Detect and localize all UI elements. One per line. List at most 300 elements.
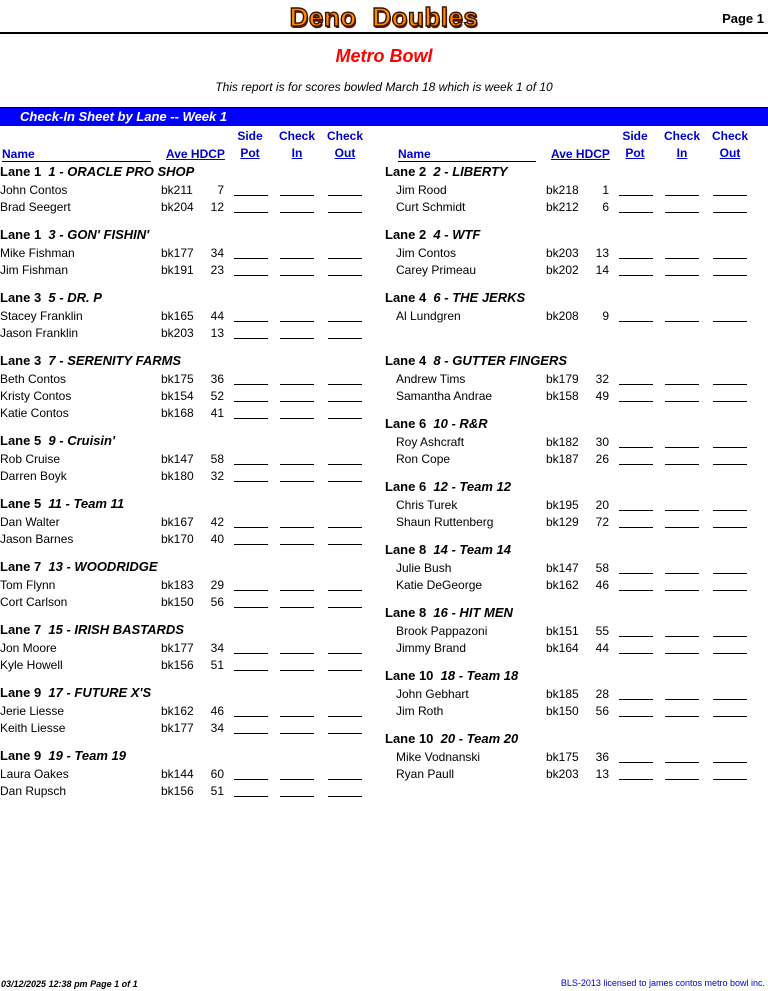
check-in-blank [280, 544, 314, 545]
side-pot-blank [619, 275, 653, 276]
check-in-blank [665, 212, 699, 213]
check-out-blank [713, 258, 747, 259]
check-in-blank [280, 418, 314, 419]
check-out-blank [328, 544, 362, 545]
left-column [0, 127, 383, 807]
bowler-name: Shaun Ruttenberg [396, 515, 494, 529]
side-pot-blank [619, 212, 653, 213]
bowler-name: Andrew Tims [396, 372, 466, 386]
check-out-blank [328, 401, 362, 402]
check-out-blank [328, 716, 362, 717]
side-pot-blank [619, 699, 653, 700]
footer-timestamp: 03/12/2025 12:38 pm Page 1 of 1 [1, 979, 138, 989]
side-pot-blank [619, 321, 653, 322]
center-name: Metro Bowl [335, 46, 433, 66]
check-out-blank [328, 653, 362, 654]
bowler-handicap: 32 [595, 372, 609, 386]
lane-team-title [385, 605, 513, 620]
check-in-header-line2: In [291, 146, 303, 160]
check-in-blank [280, 527, 314, 528]
check-out-blank [328, 321, 362, 322]
bowler-name: Roy Ashcraft [396, 435, 465, 449]
bowler-name: Darren Boyk [0, 469, 67, 483]
bowler-name: Jason Franklin [0, 326, 79, 340]
header-rule [0, 32, 768, 34]
bowler-handicap: 46 [595, 578, 609, 592]
team-name: 9 - Cruisin' [48, 433, 116, 448]
ave-header-label: Ave [551, 147, 573, 161]
team-name: 20 - Team 20 [440, 731, 519, 746]
bowler-average: bk204 [161, 200, 194, 214]
bowler-row [0, 767, 380, 784]
bowler-row [396, 641, 768, 658]
ave-header [166, 147, 225, 161]
hdcp-header-label: HDCP [190, 147, 225, 161]
bowler-name: Jim Roth [396, 704, 444, 718]
check-in-blank [665, 275, 699, 276]
bowler-average: bk179 [546, 372, 579, 386]
side-pot-blank [619, 779, 653, 780]
check-in-blank [665, 636, 699, 637]
bowler-average: bk129 [546, 515, 579, 529]
check-in-header-line1: Check [278, 129, 316, 143]
lane-team-title [0, 748, 126, 763]
bowler-row [396, 435, 768, 452]
check-in-blank [280, 653, 314, 654]
lane-team-title [0, 290, 102, 305]
side-pot-blank [234, 527, 268, 528]
bowler-name: Brad Seegert [0, 200, 71, 214]
check-in-blank [665, 762, 699, 763]
bowler-handicap: 34 [210, 246, 224, 260]
bowler-row [396, 687, 768, 704]
check-in-blank [665, 384, 699, 385]
bowler-name: Keith Liesse [0, 721, 66, 735]
side-pot-blank [234, 796, 268, 797]
bowler-name: Jon Moore [0, 641, 57, 655]
check-in-blank [280, 401, 314, 402]
name-header: Name [398, 147, 536, 162]
check-out-header [325, 128, 365, 162]
bowler-average: bk150 [546, 704, 579, 718]
bowler-row [0, 515, 380, 532]
check-in-blank [665, 653, 699, 654]
bowler-row [396, 767, 768, 784]
bowler-row [396, 750, 768, 767]
check-out-blank [328, 779, 362, 780]
bowler-handicap: 42 [210, 515, 224, 529]
side-pot-blank [234, 481, 268, 482]
bowler-name: Jason Barnes [0, 532, 74, 546]
lane-team-title [385, 164, 508, 179]
side-pot-header-line2: Pot [625, 146, 645, 160]
bowler-handicap: 60 [210, 767, 224, 781]
side-pot-blank [234, 779, 268, 780]
bowler-row [0, 183, 380, 200]
bowler-row [0, 406, 380, 423]
check-out-blank [713, 212, 747, 213]
bowler-row [396, 200, 768, 217]
bowler-name: Tom Flynn [0, 578, 56, 592]
bowler-average: bk165 [161, 309, 194, 323]
bowler-row [0, 452, 380, 469]
check-out-blank [713, 527, 747, 528]
check-out-blank [328, 733, 362, 734]
side-pot-blank [619, 447, 653, 448]
bowler-average: bk151 [546, 624, 579, 638]
check-out-blank [713, 401, 747, 402]
check-out-blank [713, 573, 747, 574]
bowler-handicap: 46 [210, 704, 224, 718]
bowler-name: Dan Walter [0, 515, 60, 529]
check-out-blank [328, 195, 362, 196]
lane-number: Lane 5 [0, 496, 42, 511]
bowler-row [396, 183, 768, 200]
lane-number: Lane 6 [385, 416, 427, 431]
bowler-row [0, 532, 380, 549]
lane-team-title [385, 479, 511, 494]
lane-team-title [0, 353, 181, 368]
bowler-row [0, 578, 380, 595]
bowler-average: bk191 [161, 263, 194, 277]
bowler-handicap: 23 [210, 263, 224, 277]
team-name: 3 - GON' FISHIN' [48, 227, 150, 242]
check-out-blank [328, 275, 362, 276]
bowler-row [0, 784, 380, 801]
side-pot-blank [234, 670, 268, 671]
team-name: 19 - Team 19 [48, 748, 126, 763]
bowler-handicap: 29 [210, 578, 224, 592]
check-in-blank [665, 527, 699, 528]
bowler-average: bk202 [546, 263, 579, 277]
bowler-row [0, 389, 380, 406]
bowler-handicap: 58 [595, 561, 609, 575]
sheet-title-bar [0, 107, 768, 126]
bowler-handicap: 55 [595, 624, 609, 638]
check-out-header-line1: Check [326, 129, 364, 143]
side-pot-blank [234, 384, 268, 385]
bowler-handicap: 30 [595, 435, 609, 449]
bowler-handicap: 49 [595, 389, 609, 403]
side-pot-blank [234, 212, 268, 213]
bowler-row [396, 389, 768, 406]
side-pot-blank [234, 258, 268, 259]
check-out-blank [713, 716, 747, 717]
check-out-blank [328, 796, 362, 797]
check-out-header-line1: Check [711, 129, 749, 143]
report-description: This report is for scores bowled March 18 which is week 1 of 10 [215, 80, 553, 94]
bowler-row [0, 263, 380, 280]
bowler-row [396, 263, 768, 280]
bowler-handicap: 6 [602, 200, 609, 214]
lane-number: Lane 9 [0, 685, 42, 700]
bowler-row [0, 595, 380, 612]
bowler-row [396, 578, 768, 595]
check-in-blank [665, 321, 699, 322]
bowler-handicap: 56 [595, 704, 609, 718]
check-in-blank [280, 195, 314, 196]
side-pot-blank [619, 762, 653, 763]
check-in-blank [280, 464, 314, 465]
bowler-name: John Gebhart [396, 687, 469, 701]
team-name: 8 - GUTTER FINGERS [433, 353, 568, 368]
bowler-row [0, 704, 380, 721]
check-out-header-line2: Out [334, 146, 356, 160]
lane-number: Lane 7 [0, 622, 42, 637]
check-in-header-line2: In [676, 146, 688, 160]
side-pot-blank [619, 258, 653, 259]
bowler-row [396, 372, 768, 389]
bowler-row [396, 452, 768, 469]
bowler-row [396, 704, 768, 721]
lane-team-title [0, 496, 124, 511]
bowler-name: Mike Vodnanski [396, 750, 481, 764]
check-in-blank [280, 338, 314, 339]
check-in-blank [280, 481, 314, 482]
side-pot-header-line1: Side [622, 129, 648, 143]
team-name: 7 - SERENITY FARMS [48, 353, 182, 368]
bowler-average: bk177 [161, 721, 194, 735]
bowler-handicap: 20 [595, 498, 609, 512]
page-number: Page 1 [722, 11, 764, 26]
lane-team-title [0, 559, 158, 574]
bowler-handicap: 7 [217, 183, 224, 197]
lane-number: Lane 8 [385, 605, 427, 620]
check-out-blank [713, 636, 747, 637]
team-name: 6 - THE JERKS [433, 290, 526, 305]
check-out-blank [328, 481, 362, 482]
bowler-average: bk208 [546, 309, 579, 323]
check-in-blank [665, 447, 699, 448]
check-in-blank [665, 779, 699, 780]
bowler-average: bk170 [161, 532, 194, 546]
bowler-handicap: 13 [595, 767, 609, 781]
bowler-average: bk167 [161, 515, 194, 529]
bowler-handicap: 12 [210, 200, 224, 214]
side-pot-blank [234, 418, 268, 419]
bowler-average: bk168 [161, 406, 194, 420]
bowler-average: bk182 [546, 435, 579, 449]
check-out-blank [328, 418, 362, 419]
check-in-blank [665, 699, 699, 700]
lane-team-title [385, 227, 480, 242]
bowler-average: bk164 [546, 641, 579, 655]
lane-team-title [0, 622, 184, 637]
bowler-handicap: 41 [210, 406, 224, 420]
bowler-handicap: 40 [210, 532, 224, 546]
bowler-handicap: 34 [210, 641, 224, 655]
bowler-average: bk154 [161, 389, 194, 403]
check-out-blank [328, 212, 362, 213]
check-out-blank [713, 779, 747, 780]
bowler-handicap: 26 [595, 452, 609, 466]
bowler-name: Rob Cruise [0, 452, 61, 466]
side-pot-blank [234, 716, 268, 717]
lane-number: Lane 10 [385, 668, 434, 683]
bowler-name: Ryan Paull [396, 767, 455, 781]
check-in-blank [665, 716, 699, 717]
team-name: 2 - LIBERTY [433, 164, 508, 179]
bowler-handicap: 44 [595, 641, 609, 655]
bowler-handicap: 56 [210, 595, 224, 609]
bowler-average: bk156 [161, 784, 194, 798]
bowler-name: Jim Rood [396, 183, 447, 197]
bowler-handicap: 32 [210, 469, 224, 483]
team-name: 11 - Team 11 [48, 496, 125, 511]
check-in-blank [665, 590, 699, 591]
team-name: 10 - R&R [433, 416, 488, 431]
check-out-blank [713, 699, 747, 700]
bowler-average: bk177 [161, 641, 194, 655]
check-in-blank [280, 321, 314, 322]
bowler-average: bk144 [161, 767, 194, 781]
ave-header-label: Ave [166, 147, 188, 161]
check-in-blank [280, 258, 314, 259]
right-column [385, 127, 768, 807]
side-pot-blank [619, 636, 653, 637]
bowler-name: Cort Carlson [0, 595, 68, 609]
lane-team-title [385, 731, 518, 746]
check-out-blank [328, 338, 362, 339]
check-out-blank [328, 464, 362, 465]
bowler-average: bk162 [161, 704, 194, 718]
bowler-handicap: 51 [210, 784, 224, 798]
check-in-blank [665, 573, 699, 574]
lane-number: Lane 2 [385, 164, 427, 179]
side-pot-blank [234, 733, 268, 734]
lane-number: Lane 1 [0, 164, 42, 179]
bowler-average: bk147 [161, 452, 194, 466]
lane-number: Lane 5 [0, 433, 42, 448]
bowler-handicap: 34 [210, 721, 224, 735]
check-out-blank [713, 195, 747, 196]
bowler-name: Jerie Liesse [0, 704, 65, 718]
side-pot-blank [619, 590, 653, 591]
bowler-row [396, 309, 768, 326]
bowler-handicap: 13 [210, 326, 224, 340]
side-pot-blank [619, 464, 653, 465]
check-in-blank [280, 275, 314, 276]
check-out-blank [713, 384, 747, 385]
team-name: 4 - WTF [433, 227, 481, 242]
bowler-name: Kyle Howell [0, 658, 63, 672]
side-pot-blank [619, 527, 653, 528]
check-out-blank [713, 447, 747, 448]
lane-number: Lane 6 [385, 479, 427, 494]
lane-team-title [0, 433, 115, 448]
check-out-blank [713, 321, 747, 322]
check-out-blank [713, 510, 747, 511]
check-in-blank [280, 779, 314, 780]
bowler-handicap: 13 [595, 246, 609, 260]
lane-team-title [385, 353, 567, 368]
bowler-row [0, 246, 380, 263]
bowler-handicap: 28 [595, 687, 609, 701]
side-pot-blank [234, 275, 268, 276]
bowler-row [0, 641, 380, 658]
bowler-handicap: 58 [210, 452, 224, 466]
team-name: 18 - Team 18 [440, 668, 519, 683]
bowler-average: bk187 [546, 452, 579, 466]
bowler-name: Mike Fishman [0, 246, 75, 260]
check-out-blank [713, 464, 747, 465]
bowler-average: bk150 [161, 595, 194, 609]
check-in-blank [280, 670, 314, 671]
side-pot-blank [619, 653, 653, 654]
side-pot-blank [619, 510, 653, 511]
bowler-average: bk177 [161, 246, 194, 260]
side-pot-blank [619, 195, 653, 196]
lane-number: Lane 9 [0, 748, 42, 763]
bowler-handicap: 36 [595, 750, 609, 764]
bowler-row [0, 200, 380, 217]
bowler-handicap: 9 [602, 309, 609, 323]
lane-number: Lane 8 [385, 542, 427, 557]
check-in-blank [665, 258, 699, 259]
bowler-name: Beth Contos [0, 372, 67, 386]
bowler-handicap: 51 [210, 658, 224, 672]
bowler-name: Kristy Contos [0, 389, 72, 403]
side-pot-header-line2: Pot [240, 146, 260, 160]
bowler-average: bk175 [546, 750, 579, 764]
bowler-row [396, 515, 768, 532]
bowler-name: Stacey Franklin [0, 309, 83, 323]
team-name: 14 - Team 14 [433, 542, 511, 557]
bowler-name: Jimmy Brand [396, 641, 467, 655]
check-in-blank [280, 733, 314, 734]
bowler-name: Carey Primeau [396, 263, 477, 277]
bowler-name: Dan Rupsch [0, 784, 67, 798]
check-in-blank [280, 590, 314, 591]
lane-number: Lane 4 [385, 353, 427, 368]
check-in-header [662, 128, 702, 162]
side-pot-blank [619, 573, 653, 574]
bowler-name: Ron Cope [396, 452, 451, 466]
bowler-row [396, 624, 768, 641]
hdcp-header-label: HDCP [575, 147, 610, 161]
name-header: Name [2, 147, 151, 162]
bowler-row [0, 326, 380, 343]
side-pot-blank [619, 716, 653, 717]
check-out-blank [328, 670, 362, 671]
bowler-name: Julie Bush [396, 561, 452, 575]
side-pot-blank [619, 384, 653, 385]
check-in-blank [280, 796, 314, 797]
side-pot-blank [234, 653, 268, 654]
side-pot-blank [234, 338, 268, 339]
bowler-handicap: 52 [210, 389, 224, 403]
check-out-header [710, 128, 750, 162]
bowler-average: bk162 [546, 578, 579, 592]
bowler-average: bk203 [546, 246, 579, 260]
ave-header [551, 147, 610, 161]
bowler-name: Katie DeGeorge [396, 578, 483, 592]
lane-number: Lane 3 [0, 290, 42, 305]
side-pot-blank [234, 544, 268, 545]
check-in-blank [280, 384, 314, 385]
lane-team-title [385, 416, 488, 431]
side-pot-blank [234, 401, 268, 402]
bowler-row [396, 246, 768, 263]
team-name: 13 - WOODRIDGE [48, 559, 158, 574]
logo: Deno Doubles [289, 2, 479, 32]
bowler-average: bk185 [546, 687, 579, 701]
check-out-blank [328, 527, 362, 528]
bowler-average: bk203 [546, 767, 579, 781]
side-pot-blank [234, 321, 268, 322]
check-out-blank [328, 384, 362, 385]
check-out-blank [713, 653, 747, 654]
